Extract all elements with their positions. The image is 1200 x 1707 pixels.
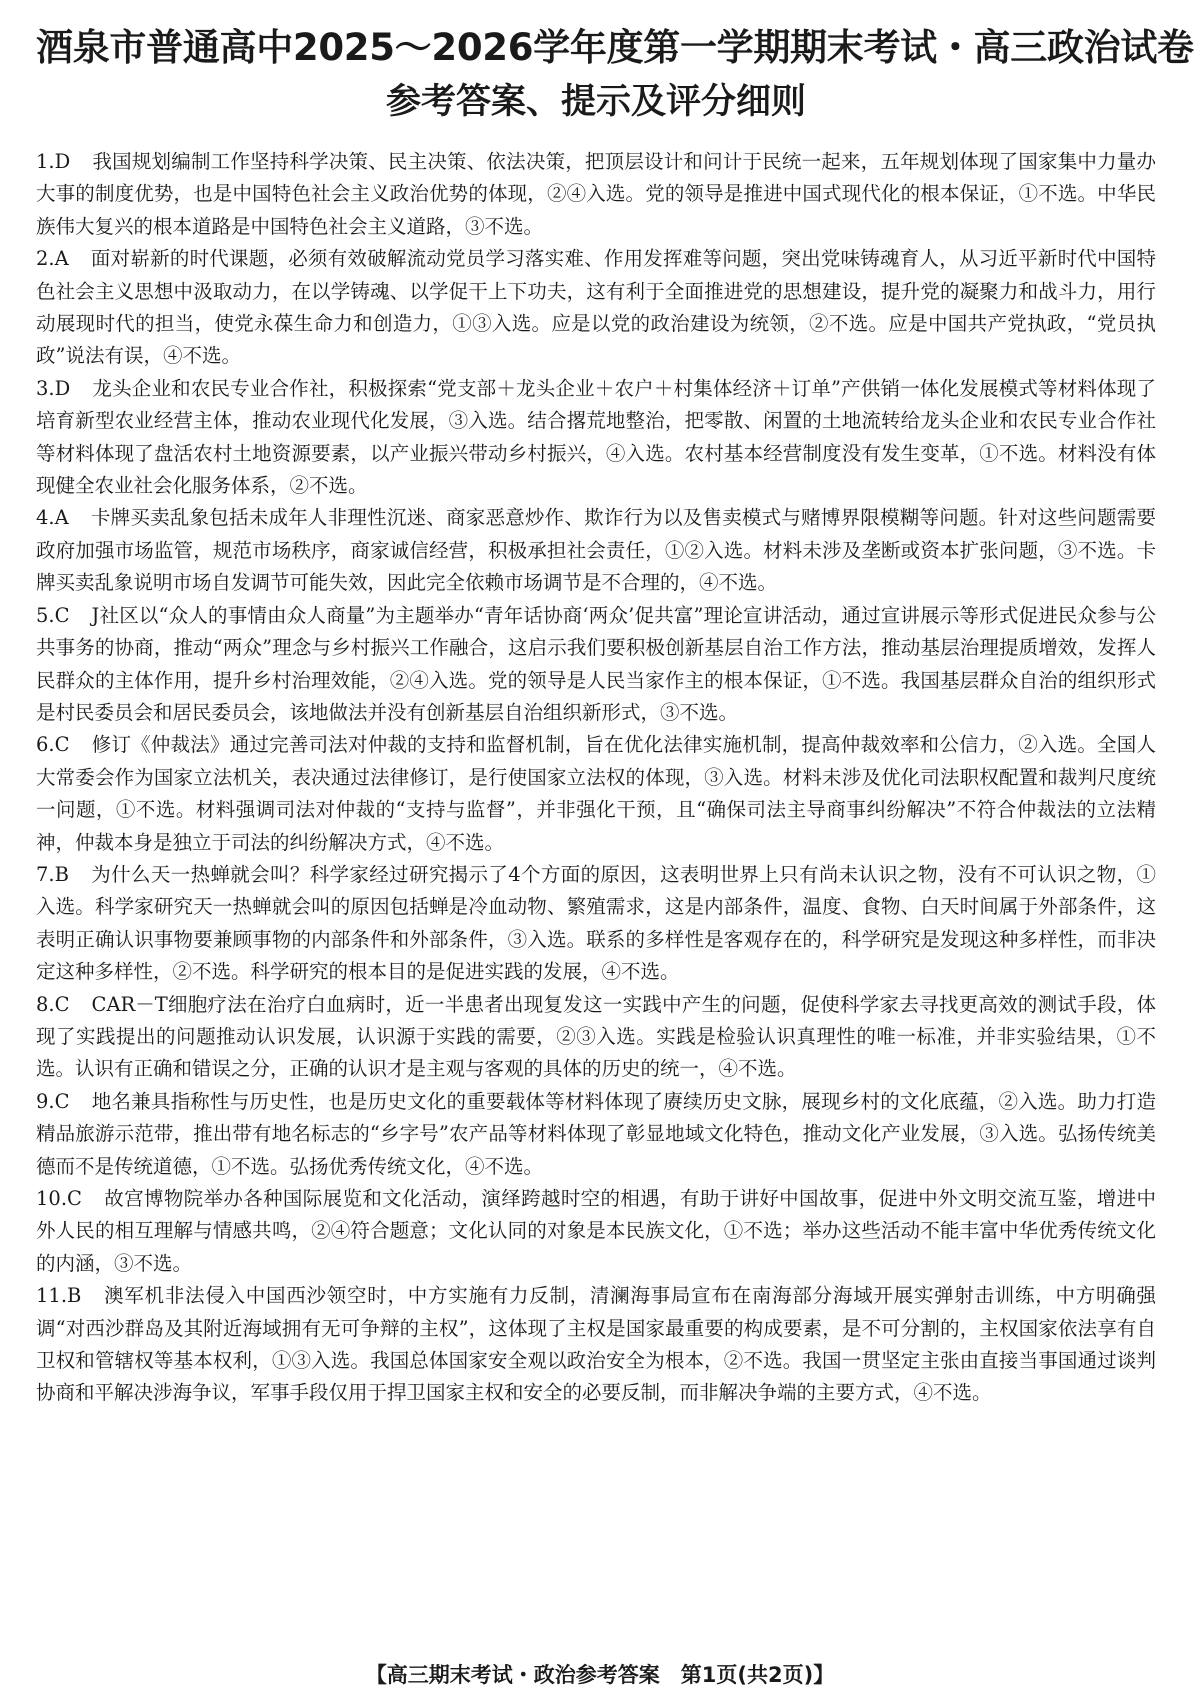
answer-item-11 (36, 1280, 1156, 1410)
item-number: 6. (36, 733, 55, 757)
item-number: 11. (36, 1284, 68, 1308)
item-answer: D (54, 150, 71, 173)
item-number: 4. (36, 506, 55, 530)
answer-list (36, 146, 1156, 1410)
answer-item-9 (36, 1086, 1156, 1183)
item-explanation: 为什么天一热蝉就会叫？科学家经过研究揭示了4个方面的原因，这表明世界上只有尚未认识之物，没有不可认识之物，①入选。科学家研究天一热蝉就会叫的原因包括蝉是冷血动物、繁殖需求，这是内部条件，温度、食物、白天时间属于外部条件，这表明正确认识事物要兼顾事物的内部条件和外部条件，③入选。联系的多样性是客观存在的，科学研究是发现这种多样性，而非决定这种多样性，②不选。科学研究的根本目的是促进实践的发展，④不选。 (36, 862, 1156, 984)
answer-item-2 (36, 243, 1156, 373)
item-explanation: 面对崭新的时代课题，必须有效破解流动党员学习落实难、作用发挥难等问题，突出党味铸魂育人，从习近平新时代中国特色社会主义思想中汲取动力，在以学铸魂、以学促干上下功夫，这有利于全面推进党的思想建设，提升党的凝聚力和战斗力，用行动展现时代的担当，使党永葆生命力和创造力，①③入选。应是以党的政治建设为统领，②不选。应是中国共产党执政，“党员执政”说法有误，④不选。 (36, 247, 1156, 368)
answer-item-5 (36, 600, 1156, 730)
item-explanation: 我国规划编制工作坚持科学决策、民主决策、依法决策，把顶层设计和问计于民统一起来，五年规划体现了国家集中力量办大事的制度优势，也是中国特色社会主义政治优势的体现，②④入选。党的领导是推进中国式现代化的根本保证，①不选。中华民族伟大复兴的根本道路是中国特色社会主义道路，③不选。 (36, 150, 1156, 238)
item-number: 10. (36, 1187, 68, 1210)
item-answer: C (54, 603, 70, 627)
item-number: 8. (36, 992, 55, 1016)
item-explanation: 澳军机非法侵入中国西沙领空时，中方实施有力反制，清澜海事局宣布在南海部分海域开展实弹射击训练，中方明确强调“对西沙群岛及其附近海域拥有无可争辩的主权”，这体现了主权是国家最重要的构成要素，是不可分割的，主权国家依法享有自卫权和管辖权等基本权利，①③入选。我国总体国家安全观以政治安全为根本，②不选。我国一贯坚定主张由直接当事国通过谈判协商和平解决涉海争议，军事手段仅用于捍卫国家主权和安全的必要反制，而非解决争端的主要方式，④不选。 (36, 1284, 1156, 1405)
item-answer: B (54, 862, 69, 886)
item-explanation: 龙头企业和农民专业合作社，积极探索“党支部＋龙头企业＋农户＋村集体经济＋订单”产供销一体化发展模式等材料体现了培育新型农业经营主体，推动农业现代化发展，③入选。结合撂荒地整治，把零散、闲置的土地流转给龙头企业和农民专业合作社等材料体现了盘活农村土地资源要素，以产业振兴带动乡村振兴，④入选。农村基本经营制度没有发生变革，①不选。材料没有体现健全农业社会化服务体系，②不选。 (36, 376, 1156, 498)
item-number: 5. (36, 603, 55, 627)
item-number: 3. (36, 376, 55, 400)
answer-item-7 (36, 859, 1156, 989)
page-title: 酒泉市普通高中2025～2026学年度第一学期期末考试・高三政治试卷 (36, 26, 1194, 69)
answer-item-8 (36, 989, 1156, 1086)
item-number: 2. (36, 247, 55, 271)
item-answer: C (54, 1089, 70, 1113)
item-answer: C (54, 733, 70, 757)
answer-item-10 (36, 1183, 1156, 1280)
item-answer: C (67, 1187, 82, 1210)
item-number: 7. (36, 862, 55, 886)
item-answer: B (67, 1284, 82, 1308)
item-explanation: 卡牌买卖乱象包括未成年人非理性沉迷、商家恶意炒作、欺诈行为以及售卖模式与赌博界限模糊等问题。针对这些问题需要政府加强市场监管，规范市场秩序，商家诚信经营，积极承担社会责任，①②入选。材料未涉及垄断或资本扩张问题，③不选。卡牌买卖乱象说明市场自发调节可能失效，因此完全依赖市场调节是不合理的，④不选。 (36, 506, 1156, 595)
page-footer: 【高三期末考试・政治参考答案 第1页(共2页)】 (365, 1663, 835, 1687)
item-answer: D (54, 376, 71, 400)
page-subtitle: 参考答案、提示及评分细则 (385, 82, 806, 122)
answer-item-1 (36, 146, 1156, 243)
item-explanation: J社区以“众人的事情由众人商量”为主题举办“青年话协商‘两众’促共富”理论宣讲活动，通过宣讲展示等形式促进民众参与公共事务的协商，推动“两众”理念与乡村振兴工作融合，这启示我们要积极创新基层自治工作方法，推动基层治理提质增效，发挥人民群众的主体作用，提升乡村治理效能，②④入选。党的领导是人民当家作主的根本保证，①不选。我国基层群众自治的组织形式是村民委员会和居民委员会，该地做法并没有创新基层自治组织新形式，③不选。 (36, 603, 1156, 724)
item-explanation: 修订《仲裁法》通过完善司法对仲裁的支持和监督机制，旨在优化法律实施机制，提高仲裁效率和公信力，②入选。全国人大常委会作为国家立法机关，表决通过法律修订，是行使国家立法权的体现，③入选。材料未涉及优化司法职权配置和裁判尺度统一问题，①不选。材料强调司法对仲裁的“支持与监督”，并非强化干预，且“确保司法主导商事纠纷解决”不符合仲裁法的立法精神，仲裁本身是独立于司法的纠纷解决方式，④不选。 (36, 733, 1156, 854)
item-explanation: CAR－T细胞疗法在治疗白血病时，近一半患者出现复发这一实践中产生的问题，促使科学家去寻找更高效的测试手段，体现了实践提出的问题推动认识发展，认识源于实践的需要，②③入选。实践是检验认识真理性的唯一标准，并非实验结果，①不选。认识有正确和错误之分，正确的认识才是主观与客观的具体的历史的统一，④不选。 (36, 992, 1156, 1081)
item-number: 9. (36, 1089, 55, 1113)
item-answer: C (54, 992, 70, 1016)
item-answer: A (54, 506, 69, 530)
answer-item-4 (36, 502, 1156, 599)
item-number: 1. (36, 150, 55, 173)
item-answer: A (54, 247, 69, 271)
item-explanation: 地名兼具指称性与历史性，也是历史文化的重要载体等材料体现了赓续历史文脉，展现乡村的文化底蕴，②入选。助力打造精品旅游示范带，推出带有地名标志的“乡字号”农产品等材料体现了彰显地域文化特色，推动文化产业发展，③入选。弘扬传统美德而不是传统道德，①不选。弘扬优秀传统文化，④不选。 (36, 1089, 1156, 1178)
answer-item-6 (36, 729, 1156, 859)
answer-item-3 (36, 373, 1156, 503)
item-explanation: 故宫博物院举办各种国际展览和文化活动，演绎跨越时空的相遇，有助于讲好中国故事，促进中外文明交流互鉴，增进中外人民的相互理解与情感共鸣，②④符合题意；文化认同的对象是本民族文化，①不选；举办这些活动不能丰富中华优秀传统文化的内涵，③不选。 (36, 1187, 1156, 1275)
